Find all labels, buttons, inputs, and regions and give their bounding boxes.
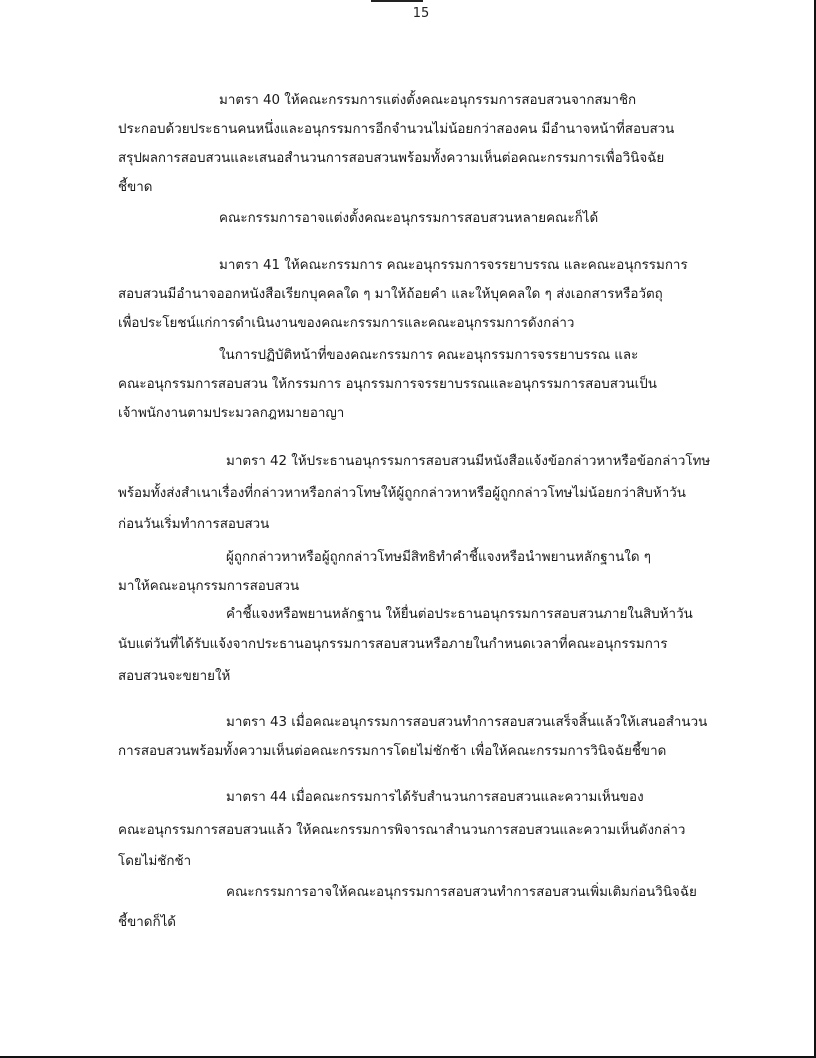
section-42-p2-line-1: ผู้ถูกกล่าวหาหรือผู้ถูกกล่าวโทษมีสิทธิทำคำชี้แจงหรือนำพยานหลักฐานใด ๆ bbox=[226, 550, 651, 565]
section-41-p2-line-3: เจ้าพนักงานตามประมวลกฎหมายอาญา bbox=[118, 406, 345, 421]
section-44-line-3: โดยไม่ชักช้า bbox=[118, 854, 192, 869]
section-42-line-1: มาตรา 42 ให้ประธานอนุกรรมการสอบสวนมีหนังสือแจ้งข้อกล่าวหาหรือข้อกล่าวโทษ bbox=[226, 454, 711, 469]
section-40-paragraph-2: คณะกรรมการอาจแต่งตั้งคณะอนุกรรมการสอบสวนหลายคณะก็ได้ bbox=[219, 211, 599, 226]
section-44-p2-line-2: ชี้ขาดก็ได้ bbox=[118, 915, 176, 930]
section-41-line-3: เพื่อประโยชน์แก่การดำเนินงานของคณะกรรมการและคณะอนุกรรมการดังกล่าว bbox=[118, 316, 575, 331]
section-40-line-4: ชี้ขาด bbox=[118, 180, 153, 195]
section-41-p2-line-1: ในการปฏิบัติหน้าที่ของคณะกรรมการ คณะอนุกรรมการจรรยาบรรณ และ bbox=[219, 348, 639, 363]
section-41-p2-line-2: คณะอนุกรรมการสอบสวน ให้กรรมการ อนุกรรมการจรรยาบรรณและอนุกรรมการสอบสวนเป็น bbox=[118, 377, 657, 392]
section-40-line-1: มาตรา 40 ให้คณะกรรมการแต่งตั้งคณะอนุกรรมการสอบสวนจากสมาชิก bbox=[219, 93, 637, 108]
section-42-line-2: พร้อมทั้งส่งสำเนาเรื่องที่กล่าวหาหรือกล่าวโทษให้ผู้ถูกกล่าวหาหรือผู้ถูกกล่าวโทษไม่น้อยกว่าสิบห้าวัน bbox=[118, 486, 686, 501]
section-43-line-2: การสอบสวนพร้อมทั้งความเห็นต่อคณะกรรมการโดยไม่ชักช้า เพื่อให้คณะกรรมการวินิจฉัยชี้ขาด bbox=[118, 744, 667, 759]
section-40-line-2: ประกอบด้วยประธานคนหนึ่งและอนุกรรมการอีกจำนวนไม่น้อยกว่าสองคน มีอำนาจหน้าที่สอบสวน bbox=[118, 122, 675, 137]
section-44-p2-line-1: คณะกรรมการอาจให้คณะอนุกรรมการสอบสวนทำการสอบสวนเพิ่มเติมก่อนวินิจฉัย bbox=[226, 885, 697, 900]
section-44-line-2: คณะอนุกรรมการสอบสวนแล้ว ให้คณะกรรมการพิจารณาสำนวนการสอบสวนและความเห็นดังกล่าว bbox=[118, 823, 686, 838]
section-42-p2-line-2: มาให้คณะอนุกรรมการสอบสวน bbox=[118, 579, 300, 594]
section-42-line-3: ก่อนวันเริ่มทำการสอบสวน bbox=[118, 517, 270, 532]
section-42-p3-line-3: สอบสวนจะขยายให้ bbox=[118, 669, 231, 684]
section-42-p3-line-2: นับแต่วันที่ได้รับแจ้งจากประธานอนุกรรมการสอบสวนหรือภายในกำหนดเวลาที่คณะอนุกรรมการ bbox=[118, 637, 668, 652]
section-41-line-2: สอบสวนมีอำนาจออกหนังสือเรียกบุคคลใด ๆ มาให้ถ้อยคำ และให้บุคคลใด ๆ ส่งเอกสารหรือวัตถุ bbox=[118, 287, 663, 302]
section-42-p3-line-1: คำชี้แจงหรือพยานหลักฐาน ให้ยื่นต่อประธานอนุกรรมการสอบสวนภายในสิบห้าวัน bbox=[226, 607, 693, 622]
section-40-line-3: สรุปผลการสอบสวนและเสนอสำนวนการสอบสวนพร้อมทั้งความเห็นต่อคณะกรรมการเพื่อวินิจฉัย bbox=[118, 151, 665, 166]
section-41-line-1: มาตรา 41 ให้คณะกรรมการ คณะอนุกรรมการจรรยาบรรณ และคณะอนุกรรมการ bbox=[219, 258, 688, 273]
section-43-line-1: มาตรา 43 เมื่อคณะอนุกรรมการสอบสวนทำการสอบสวนเสร็จสิ้นแล้วให้เสนอสำนวน bbox=[226, 715, 708, 730]
page-number: 15 bbox=[412, 6, 430, 21]
section-44-line-1: มาตรา 44 เมื่อคณะกรรมการได้รับสำนวนการสอบสวนและความเห็นของ bbox=[226, 790, 644, 805]
header-rule bbox=[371, 0, 423, 2]
